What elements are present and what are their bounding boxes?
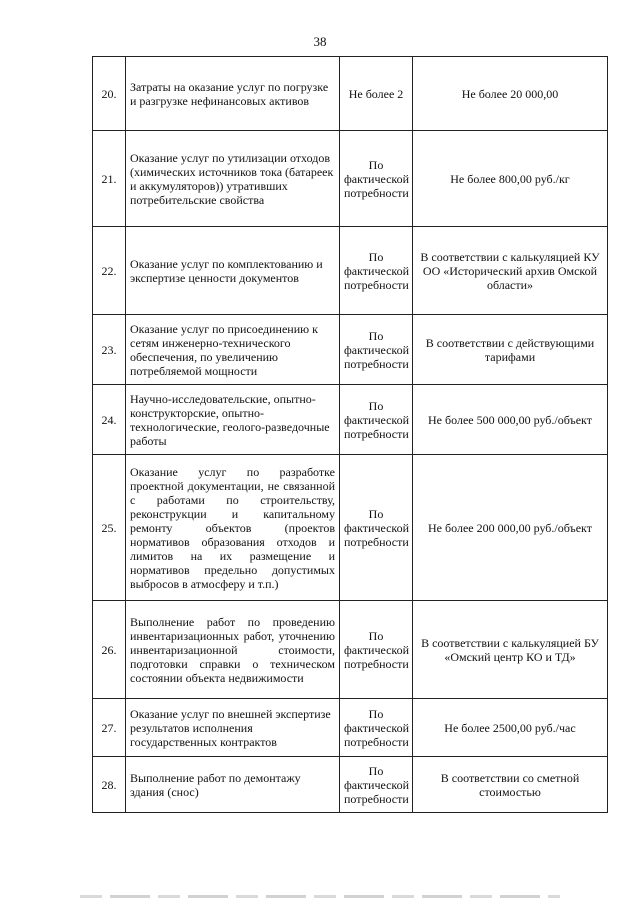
service-description: Оказание услуг по присоединению к сетям инженерно-технического обеспечения, по увеличению потребляемой мощности xyxy=(126,315,340,385)
row-number: 24. xyxy=(93,385,126,455)
table-row xyxy=(93,699,608,757)
row-number: 27. xyxy=(93,699,126,757)
service-description: Научно-исследовательские, опытно-конструкторские, опытно-технологические, геолого-разведочные работы xyxy=(126,385,340,455)
price-cell: В соответствии со сметной стоимостью xyxy=(413,757,608,813)
service-description: Оказание услуг по внешней экспертизе результатов исполнения государственных контрактов xyxy=(126,699,340,757)
row-number: 25. xyxy=(93,455,126,601)
price-cell: Не более 500 000,00 руб./объект xyxy=(413,385,608,455)
table-row xyxy=(93,385,608,455)
table-row xyxy=(93,455,608,601)
service-description: Выполнение работ по проведению инвентаризационных работ, уточнению инвентаризационной стоимости, подготовки справки о техническом состоянии объекта недвижимости xyxy=(126,601,340,699)
quantity-cell: По фактической потребности xyxy=(340,315,413,385)
row-number: 23. xyxy=(93,315,126,385)
service-description: Затраты на оказание услуг по погрузке и разгрузке нефинансовых активов xyxy=(126,57,340,131)
table-body xyxy=(93,57,608,813)
table-row xyxy=(93,601,608,699)
table-row xyxy=(93,131,608,227)
table-row xyxy=(93,315,608,385)
table-row xyxy=(93,227,608,315)
price-cell: В соответствии с калькуляцией БУ «Омский центр КО и ТД» xyxy=(413,601,608,699)
price-cell: Не более 20 000,00 xyxy=(413,57,608,131)
row-number: 28. xyxy=(93,757,126,813)
quantity-cell: По фактической потребности xyxy=(340,385,413,455)
quantity-cell: По фактической потребности xyxy=(340,757,413,813)
quantity-cell: По фактической потребности xyxy=(340,131,413,227)
row-number: 26. xyxy=(93,601,126,699)
price-cell: Не более 200 000,00 руб./объект xyxy=(413,455,608,601)
quantity-cell: По фактической потребности xyxy=(340,227,413,315)
row-number: 21. xyxy=(93,131,126,227)
page-number: 38 xyxy=(313,34,327,49)
row-number: 22. xyxy=(93,227,126,315)
table-row xyxy=(93,57,608,131)
service-description: Выполнение работ по демонтажу здания (снос) xyxy=(126,757,340,813)
service-description: Оказание услуг по комплектованию и экспертизе ценности документов xyxy=(126,227,340,315)
price-cell: Не более 800,00 руб./кг xyxy=(413,131,608,227)
service-description: Оказание услуг по разработке проектной документации, не связанной с работами по строительству, реконструкции и капитальному ремонту объектов (проектов нормативов образования отходов и лимитов на их размещение и нормативов предельно допустимых выбросов в атмосферу и т.п.) xyxy=(126,455,340,601)
scan-artifact-strip xyxy=(80,895,560,898)
service-description: Оказание услуг по утилизации отходов (химических источников тока (батареек и аккумуляторов)) утративших потребительские свойства xyxy=(126,131,340,227)
price-cell: В соответствии с калькуляцией КУ ОО «Исторический архив Омской области» xyxy=(413,227,608,315)
services-table xyxy=(92,56,608,813)
table-row xyxy=(93,757,608,813)
row-number: 20. xyxy=(93,57,126,131)
quantity-cell: По фактической потребности xyxy=(340,699,413,757)
price-cell: Не более 2500,00 руб./час xyxy=(413,699,608,757)
quantity-cell: Не более 2 xyxy=(340,57,413,131)
price-cell: В соответствии с действующими тарифами xyxy=(413,315,608,385)
quantity-cell: По фактической потребности xyxy=(340,601,413,699)
quantity-cell: По фактической потребности xyxy=(340,455,413,601)
